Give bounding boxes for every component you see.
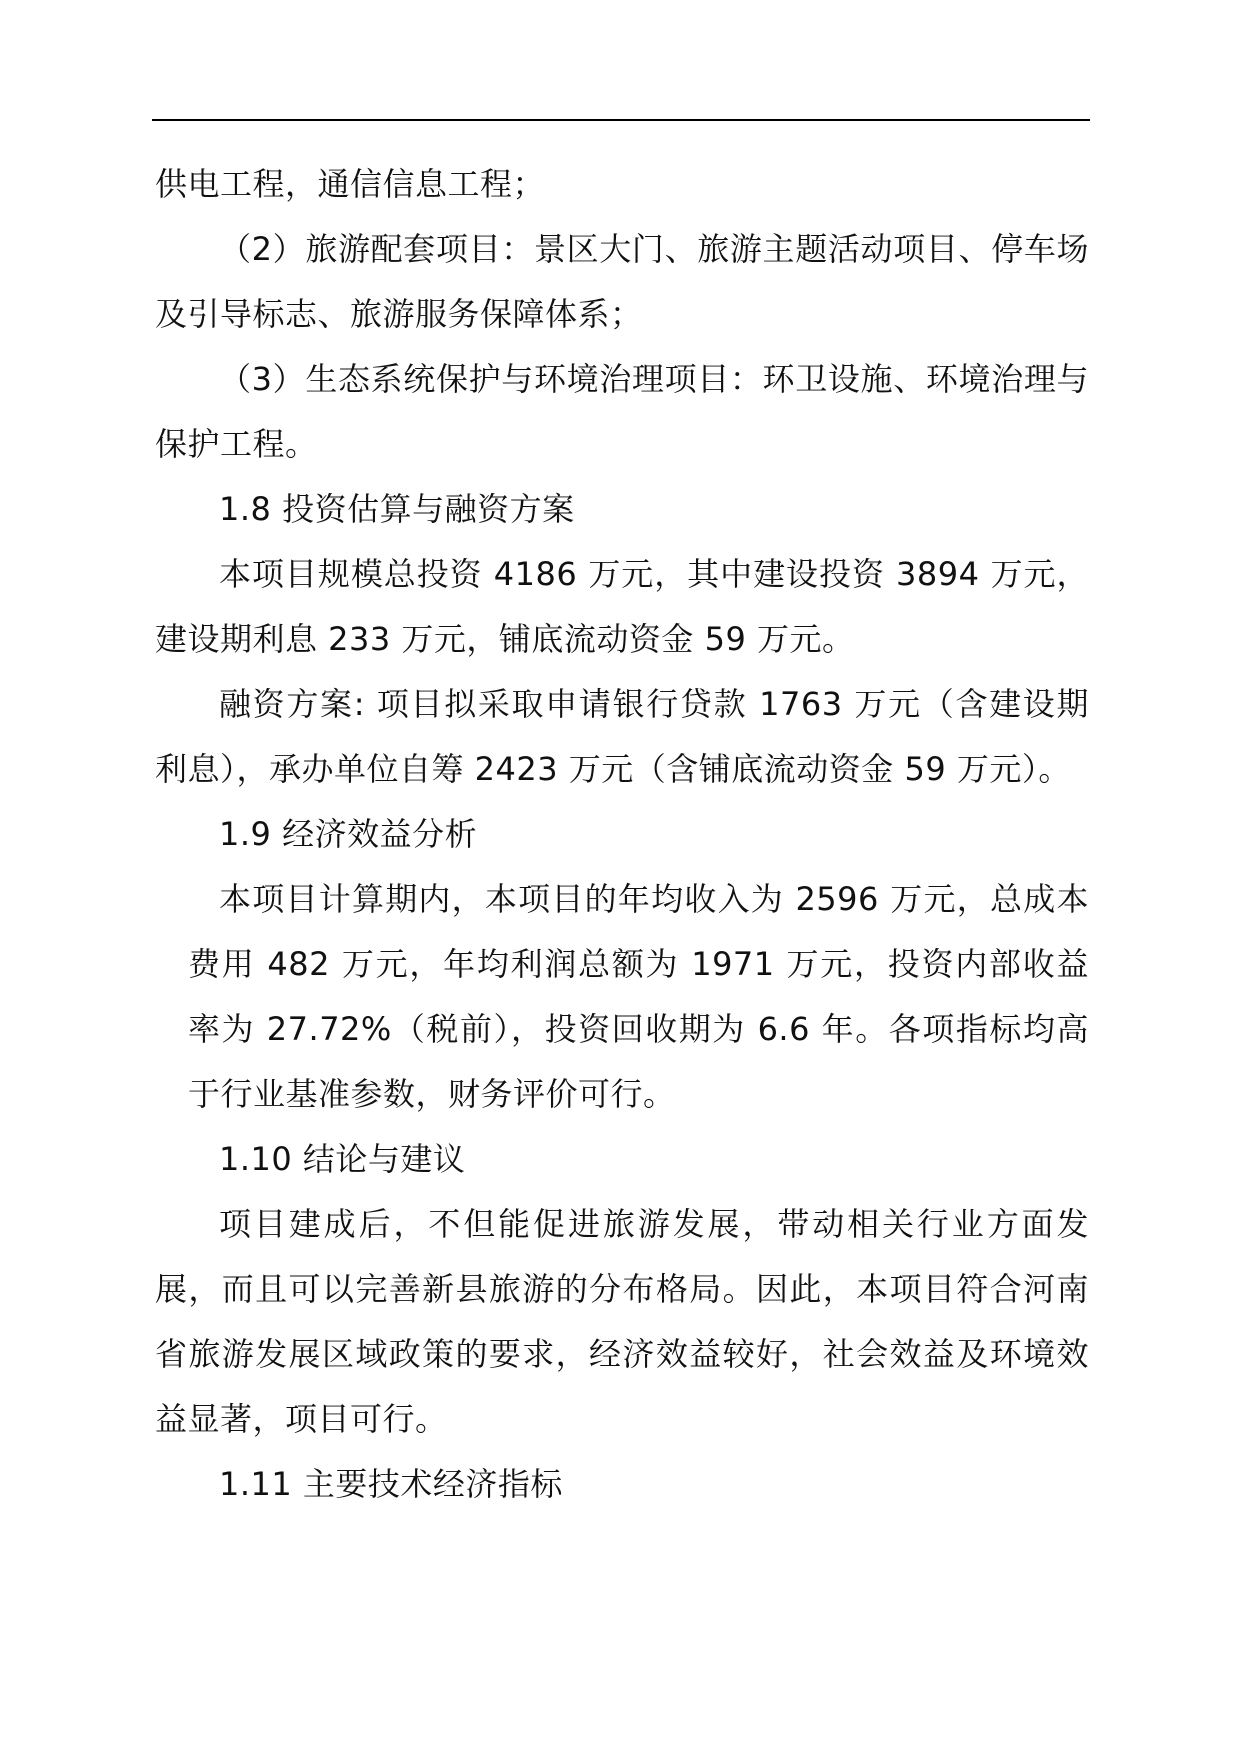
section-heading-1-8: 1.8 投资估算与融资方案 — [219, 490, 575, 528]
paragraph-economic-benefit: 本项目计算期内，本项目的年均收入为 2596 万元，总成本费用 482 万元，年均利润总额为 1971 万元，投资内部收益率为 27.72%（税前），投资回收期为 6.6 年。各项指标均高于行业基准参数，财务评价可行。 — [188, 880, 1089, 1113]
paragraph-ecosystem-protection: （3）生态系统保护与环境治理项目：环卫设施、环境治理与保护工程。 — [155, 360, 1089, 463]
section-heading-1-10: 1.10 结论与建议 — [219, 1140, 466, 1178]
paragraph-power-supply: 供电工程，通信信息工程； — [155, 165, 546, 203]
paragraph-conclusion: 项目建成后，不但能促进旅游发展，带动相关行业方面发展，而且可以完善新县旅游的分布格局。因此，本项目符合河南省旅游发展区域政策的要求，经济效益较好，社会效益及环境效益显著，项目可行。 — [155, 1205, 1089, 1438]
document-body — [155, 152, 1089, 1517]
paragraph-total-investment: 本项目规模总投资 4186 万元，其中建设投资 3894 万元，建设期利息 233 万元，铺底流动资金 59 万元。 — [155, 555, 1089, 658]
paragraph-tourism-supporting-projects: （2）旅游配套项目：景区大门、旅游主题活动项目、停车场及引导标志、旅游服务保障体系； — [155, 230, 1089, 333]
paragraph-financing-plan: 融资方案: 项目拟采取申请银行贷款 1763 万元（含建设期利息），承办单位自筹 2423 万元（含铺底流动资金 59 万元）。 — [155, 685, 1089, 788]
section-heading-1-11: 1.11 主要技术经济指标 — [219, 1465, 563, 1503]
header-rule — [152, 119, 1090, 121]
section-heading-1-9: 1.9 经济效益分析 — [219, 815, 478, 853]
